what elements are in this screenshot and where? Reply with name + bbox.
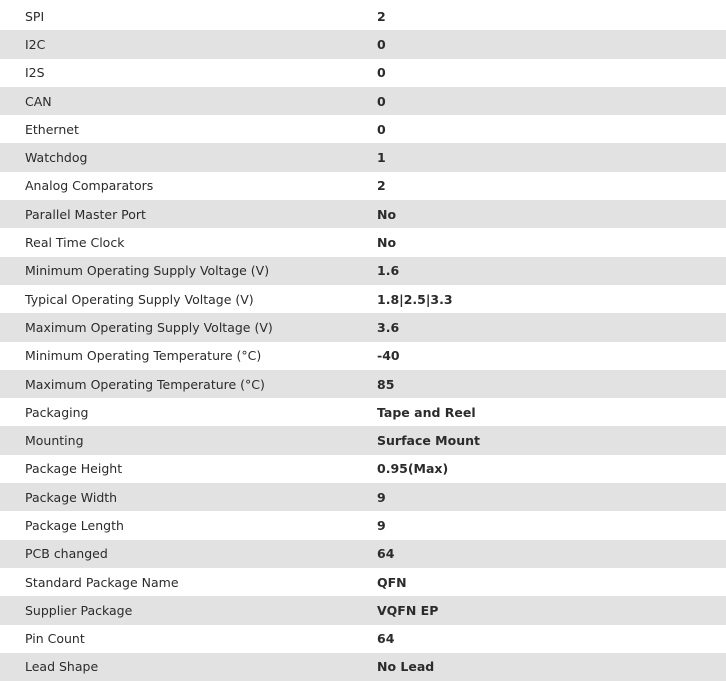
spec-value: 3.6 [377,319,400,335]
spec-label: CAN [25,93,52,109]
spec-value: -40 [377,348,400,364]
spec-label: Package Length [25,517,124,533]
spec-label: Real Time Clock [25,235,125,251]
spec-value: Tape and Reel [377,404,476,420]
spec-value: VQFN EP [377,602,439,618]
spec-row [0,483,726,511]
spec-value: QFN [377,574,407,590]
spec-value: 0.95(Max) [377,461,449,477]
spec-label: I2S [25,65,45,81]
spec-row [0,313,726,341]
spec-row [0,653,726,681]
spec-row [0,143,726,171]
spec-row [0,115,726,143]
spec-value: 85 [377,376,395,392]
spec-value: No Lead [377,659,435,675]
spec-label: Standard Package Name [25,574,179,590]
spec-label: Parallel Master Port [25,206,146,222]
spec-value: 1 [377,150,386,166]
spec-row [0,87,726,115]
spec-value: 64 [377,546,395,562]
spec-label: Package Height [25,461,123,477]
spec-row [0,455,726,483]
spec-row [0,2,726,30]
spec-row [0,200,726,228]
spec-label: SPI [25,8,45,24]
spec-label: PCB changed [25,546,108,562]
spec-label: Typical Operating Supply Voltage (V) [25,291,254,307]
spec-row [0,398,726,426]
spec-value: 64 [377,631,395,647]
spec-label: Package Width [25,489,118,505]
spec-row [0,511,726,539]
spec-value: 0 [377,121,386,137]
spec-row [0,568,726,596]
spec-label: Analog Comparators [25,178,154,194]
spec-label: Mounting [25,433,84,449]
spec-label: Maximum Operating Supply Voltage (V) [25,319,273,335]
spec-value: 0 [377,65,386,81]
spec-label: I2C [25,36,46,52]
spec-row [0,596,726,624]
spec-value: 9 [377,517,386,533]
spec-label: Lead Shape [25,659,99,675]
spec-row [0,540,726,568]
spec-label: Maximum Operating Temperature (°C) [25,376,265,392]
spec-value: 0 [377,36,386,52]
spec-row [0,30,726,58]
spec-label: Watchdog [25,150,88,166]
spec-value: 2 [377,178,386,194]
spec-value: 2 [377,8,386,24]
spec-value: No [377,235,397,251]
spec-row [0,257,726,285]
spec-row [0,625,726,653]
spec-row [0,370,726,398]
spec-value: Surface Mount [377,433,480,449]
spec-label: Minimum Operating Supply Voltage (V) [25,263,270,279]
spec-value: 1.6 [377,263,400,279]
spec-row [0,342,726,370]
spec-row [0,228,726,256]
spec-row [0,172,726,200]
spec-value: No [377,206,397,222]
spec-label: Packaging [25,404,89,420]
spec-value: 1.8|2.5|3.3 [377,291,453,307]
spec-rows [0,2,726,681]
spec-row [0,426,726,454]
spec-label: Minimum Operating Temperature (°C) [25,348,262,364]
spec-value: 9 [377,489,386,505]
spec-row [0,285,726,313]
spec-label: Ethernet [25,121,79,137]
spec-row [0,59,726,87]
spec-label: Pin Count [25,631,85,647]
spec-value: 0 [377,93,386,109]
spec-label: Supplier Package [25,602,133,618]
